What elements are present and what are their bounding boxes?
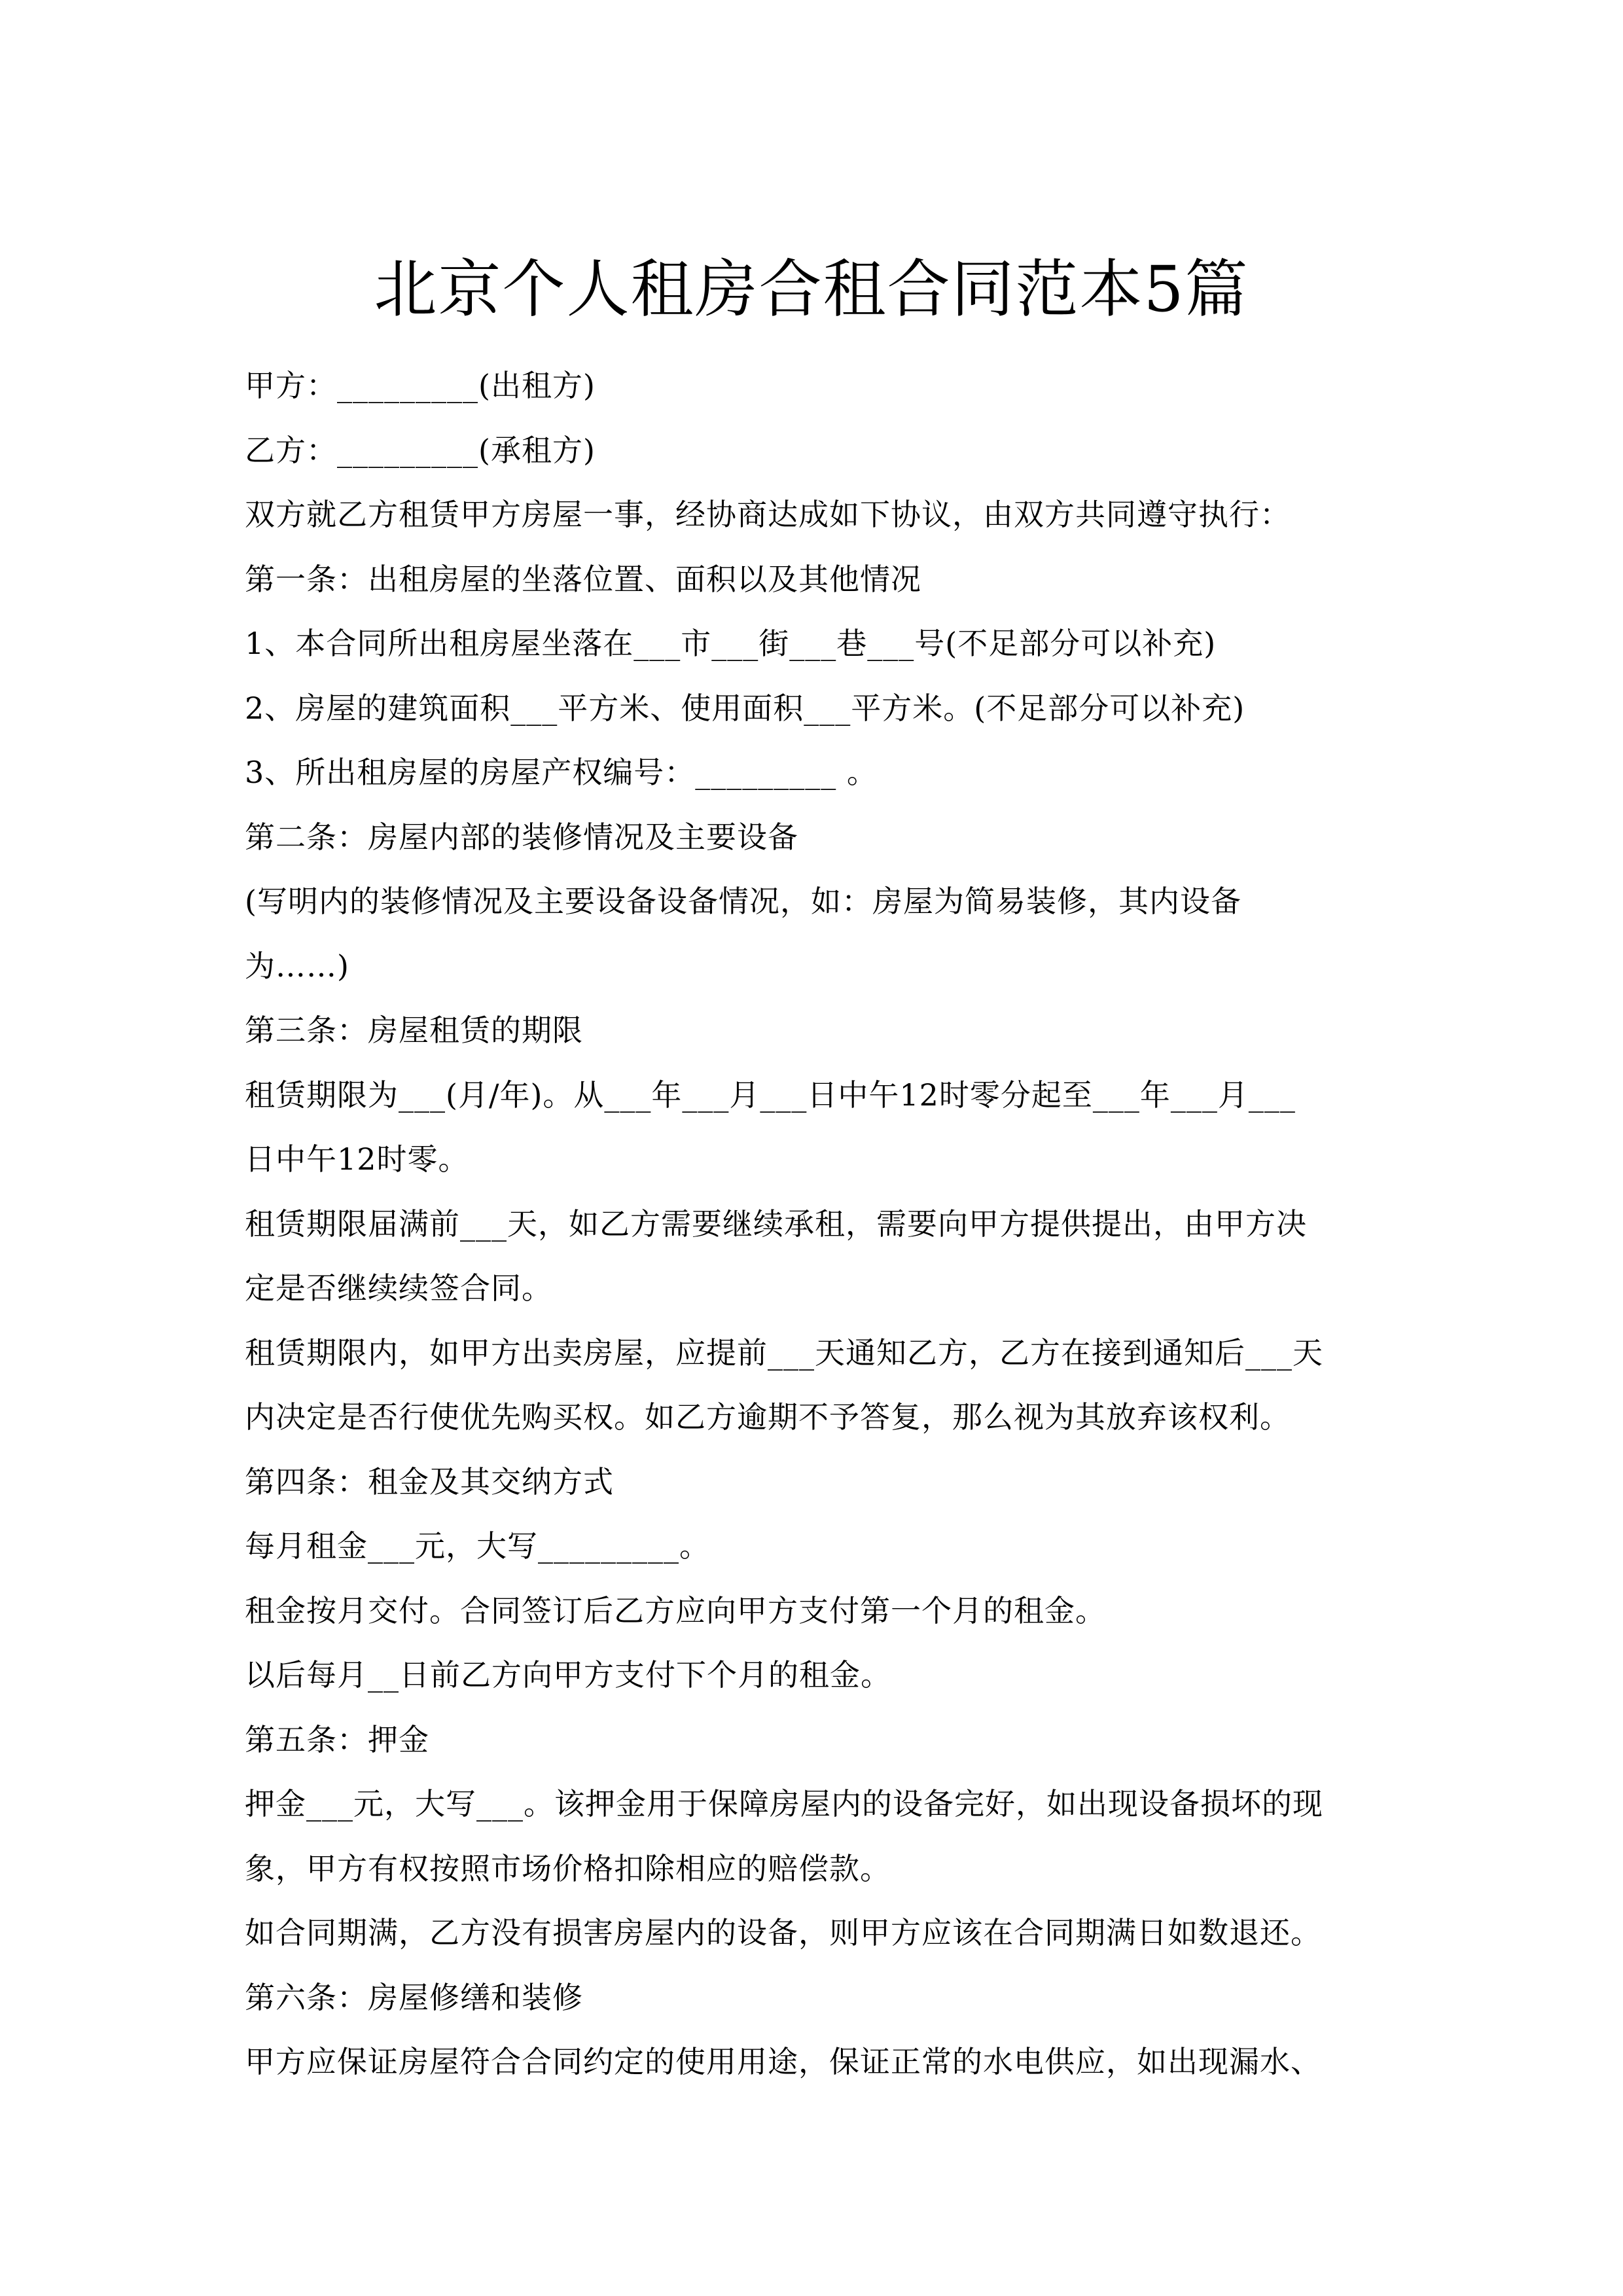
article-3-renewal: 租赁期限届满前___天，如乙方需要继续承租，需要向甲方提供提出，由甲方决: [245, 1206, 1307, 1242]
party-b-line: 乙方：_________(承租方): [245, 432, 596, 468]
article-3-term: 租赁期限为___(月/年)。从___年___月___日中午12时零分起至___年___月___: [245, 1077, 1296, 1113]
article-2-paragraph: (写明内的装修情况及主要设备设备情况，如：房屋为简易装修，其内设备: [245, 884, 1241, 919]
article-2-paragraph-cont: 为……): [245, 948, 349, 984]
article-5-deposit: 押金___元，大写___。该押金用于保障房屋内的设备完好，如出现设备损坏的现: [245, 1786, 1323, 1821]
article-4-heading: 第四条：租金及其交纳方式: [245, 1463, 614, 1499]
article-1-item-1: 1、本合同所出租房屋坐落在___市___街___巷___号(不足部分可以补充): [245, 626, 1217, 661]
article-2-heading: 第二条：房屋内部的装修情况及主要设备: [245, 819, 798, 855]
article-3-preemption-cont: 内决定是否行使优先购买权。如乙方逾期不予答复，那么视为其放弃该权利。: [245, 1399, 1291, 1435]
article-3-term-cont: 日中午12时零。: [245, 1141, 469, 1177]
article-1-item-3: 3、所出租房屋的房屋产权编号：_________ 。: [245, 755, 878, 790]
party-a-line: 甲方：_________(出租方): [245, 368, 596, 403]
article-5-heading: 第五条：押金: [245, 1721, 429, 1757]
article-3-heading: 第三条：房屋租赁的期限: [245, 1013, 583, 1048]
agreement-intro: 双方就乙方租赁甲方房屋一事，经协商达成如下协议，由双方共同遵守执行：: [245, 497, 1291, 532]
article-1-item-2: 2、房屋的建筑面积___平方米、使用面积___平方米。(不足部分可以补充): [245, 690, 1245, 726]
article-4-payment: 租金按月交付。合同签订后乙方应向甲方支付第一个月的租金。: [245, 1592, 1106, 1628]
article-5-refund: 如合同期满，乙方没有损害房屋内的设备，则甲方应该在合同期满日如数退还。: [245, 1915, 1321, 1950]
article-3-preemption: 租赁期限内，如甲方出卖房屋，应提前___天通知乙方，乙方在接到通知后___天: [245, 1335, 1323, 1371]
article-6-paragraph: 甲方应保证房屋符合合同约定的使用用途，保证正常的水电供应，如出现漏水、: [245, 2044, 1321, 2079]
article-3-renewal-cont: 定是否继续续签合同。: [245, 1270, 552, 1306]
article-1-heading: 第一条：出租房屋的坐落位置、面积以及其他情况: [245, 561, 921, 597]
article-4-subsequent: 以后每月__日前乙方向甲方支付下个月的租金。: [245, 1657, 891, 1693]
article-5-deposit-cont: 象，甲方有权按照市场价格扣除相应的赔偿款。: [245, 1850, 891, 1886]
article-4-monthly-rent: 每月租金___元，大写_________。: [245, 1528, 710, 1564]
article-6-heading: 第六条：房屋修缮和装修: [245, 1979, 583, 2015]
document-title: 北京个人租房合租合同范本5篇: [374, 253, 1249, 327]
document-body: [245, 353, 1410, 2094]
